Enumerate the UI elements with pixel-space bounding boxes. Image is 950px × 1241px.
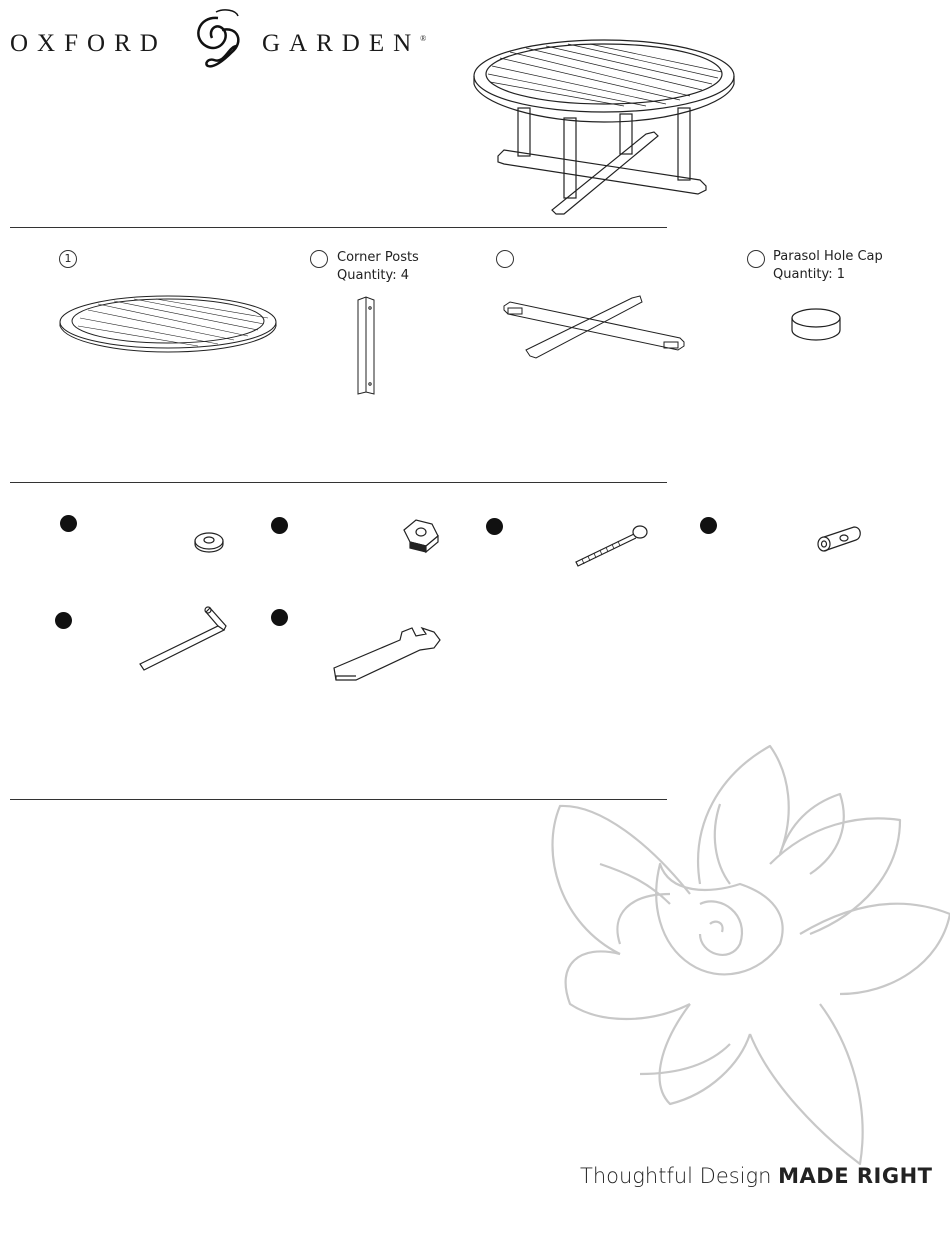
part-marker-3: [496, 250, 514, 268]
part-marker-1: 1: [59, 250, 77, 268]
part-name: Parasol Hole Cap: [773, 249, 883, 264]
washer-icon: [194, 530, 226, 556]
section-divider: [10, 482, 667, 483]
part-marker-2: [310, 250, 328, 268]
hardware-marker: [271, 609, 288, 626]
brand-word-left: OXFORD: [10, 30, 167, 57]
tagline: [580, 1164, 932, 1188]
hardware-marker: [700, 517, 717, 534]
hardware-marker: [271, 517, 288, 534]
corner-post-icon: [354, 296, 378, 398]
wrench-icon: [330, 626, 444, 684]
section-divider: [10, 227, 667, 228]
tagline-bold: MADE RIGHT: [778, 1164, 933, 1188]
tagline-light: Thoughtful Design: [580, 1164, 772, 1188]
barrel-nut-icon: [816, 524, 864, 554]
part-quantity: Quantity: 1: [773, 267, 846, 282]
part-label-corner-posts: [337, 249, 419, 285]
cross-base-icon: [500, 292, 690, 364]
monogram-logo: [178, 8, 258, 78]
flower-watermark-icon: [540, 744, 950, 1164]
hardware-marker: [486, 518, 503, 535]
part-label-parasol-cap: [773, 248, 883, 284]
brand-logo: [10, 8, 430, 78]
part-marker-4: [747, 250, 765, 268]
bolt-icon: [572, 522, 652, 570]
parasol-cap-icon: [790, 306, 846, 346]
table-top-icon: [58, 292, 280, 356]
hardware-marker: [55, 612, 72, 629]
part-quantity: Quantity: 4: [337, 268, 410, 283]
hardware-marker: [60, 515, 77, 532]
hex-nut-icon: [400, 516, 442, 554]
brand-word-right: GARDEN®: [262, 30, 427, 57]
allen-key-icon: [138, 604, 230, 674]
part-name: Corner Posts: [337, 250, 419, 265]
table-assembled-illustration: [470, 38, 740, 220]
